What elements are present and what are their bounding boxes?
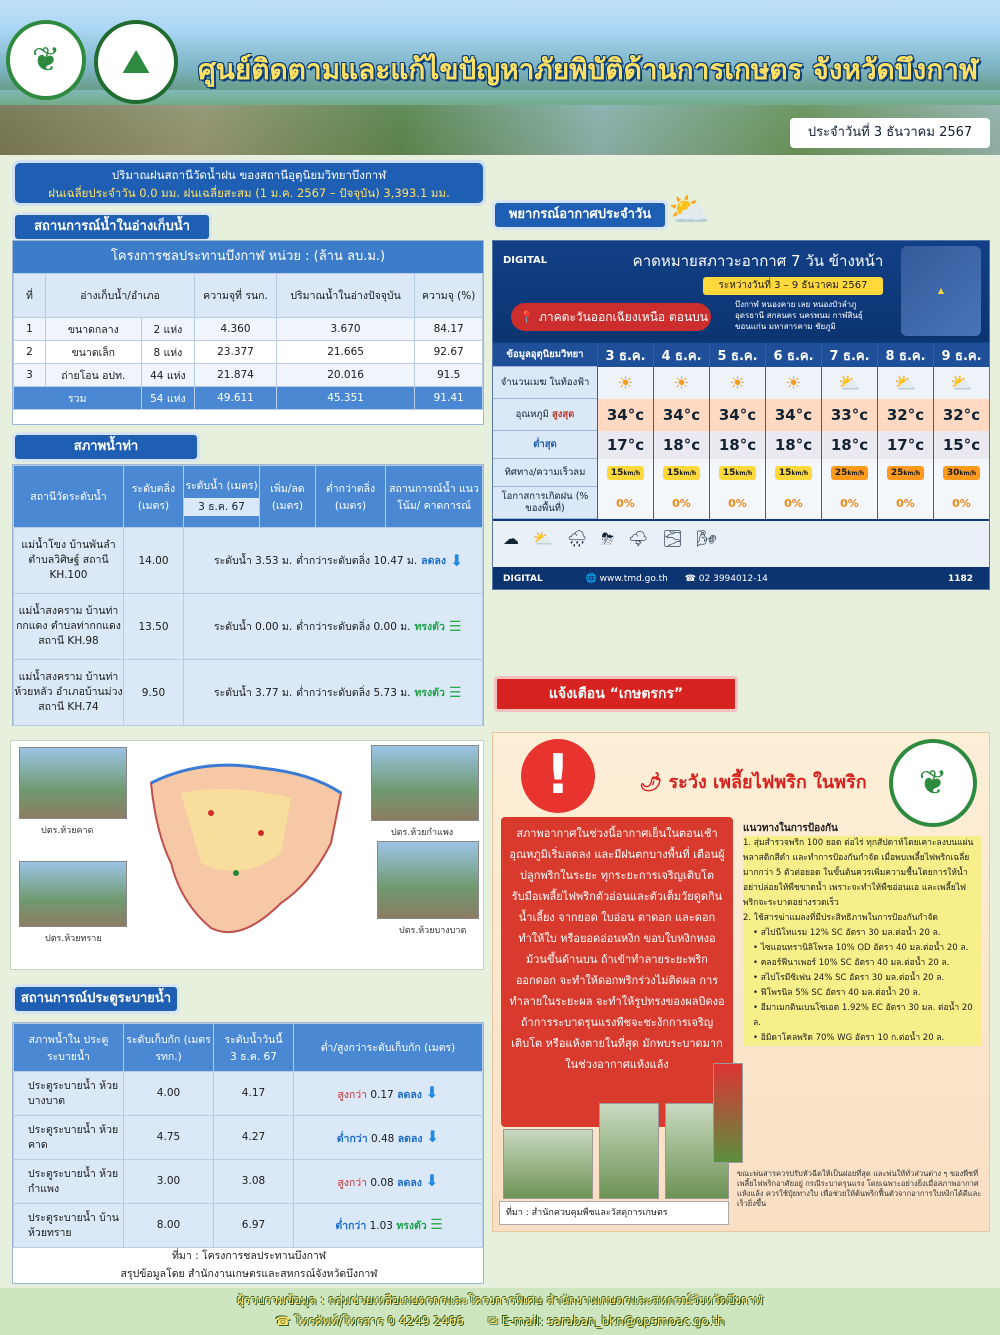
cell: 54 แห่ง (141, 387, 195, 410)
reservoir-caption: โครงการชลประทานบึงกาฬ หน่วย : (ล้าน ลบ.ม.) (13, 241, 483, 273)
footer-credit: ผู้รวบรวมข้อมูล : กลุ่มช่วยเหลือเกษตรกรและโครงการพิเศษ สำนักงานเกษตรและสหกรณ์จังหวัดบึงกาฬ (236, 1293, 764, 1307)
river-table (12, 464, 484, 726)
table-row (14, 1072, 483, 1116)
tmax-value: 32°c (933, 399, 989, 431)
guide-item: 1. สุ่มสำรวจพริก 100 ยอด ต่อไร่ ทุกสัปดาห์โดยเคาะลงบนแผ่นพลาสติกสีดำ และทำการป้องกันกำจัด เมื่อพบเพลี้ยไฟพริกเฉลี่ยมากกว่า 5 ตัวต่อยอด ในขั้นต้นควรเพิ่มความชื้นโดยการให้น้ำ อย่าปล่อยให้พืชขาดน้ำ เพราะจะทำให้พืชอ่อนแอ และเพลี้ยไฟพริกจะระบาดอย่างรวดเร็ว (743, 836, 981, 911)
table-row (14, 341, 483, 364)
tmin-label: ต่ำสุด (533, 438, 557, 450)
map-label: ปตร.ห้วยบางบาต (399, 926, 467, 936)
guide-item: • สไปโรมีซิเฟน 24% SC อัตรา 30 มล.ต่อน้ำ 20 ล. (743, 971, 981, 986)
guide-item: • อีมาเมกตินเบนโซเอต 1.92% EC อัตรา 30 มล. ต่อน้ำ 20 ล. (743, 1001, 981, 1031)
wind-speed-unit: km/h (735, 470, 753, 477)
diff-label: สูงกว่า (337, 1176, 368, 1189)
col-header: อ่างเก็บน้ำ/อำเภอ (46, 274, 195, 318)
stable-icon: ☰ (448, 618, 460, 635)
rain-chance: 0% (877, 487, 933, 519)
guide-item: 2. ใช้สารฆ่าแมลงที่มีประสิทธิภาพในการป้องกันกำจัด (743, 911, 981, 926)
trend-label: ลดลง (397, 1132, 423, 1145)
phone-icon: ☎ (275, 1314, 291, 1328)
level-diff (294, 1116, 483, 1160)
stable-icon: ☰ (448, 684, 460, 701)
row-label: โอกาสการเกิดฝน (% ของพื้นที่) (493, 487, 597, 519)
guide-item: • คลอร์ฟีนาเพอร์ 10% SC อัตรา 40 มล.ต่อน้ำ 20 ล. (743, 956, 981, 971)
tmd-website: www.tmd.go.th (599, 574, 668, 584)
table-row (14, 364, 483, 387)
footer-phone: โทรศัพท์/โทรสาร 0 4249 2466 (294, 1314, 464, 1328)
col-header: สภาพน้ำใน ประตูระบายน้ำ (14, 1024, 124, 1072)
sun-cloud-icon: ⛅ (668, 190, 711, 230)
today-level: 6.97 (214, 1204, 294, 1248)
trend-label: ทรงตัว (414, 621, 445, 633)
sluice-name: ประตูระบายน้ำ ห้วยคาด (14, 1116, 124, 1160)
partly-cloudy-icon: ⛅ (821, 367, 877, 399)
cell: ขนาดกลาง (46, 318, 142, 341)
row-label: ทิศทาง/ความเร็วลม (493, 459, 597, 487)
diff-value: 0.08 (370, 1176, 394, 1189)
forecast-region (511, 303, 711, 331)
wind-speed-badge (831, 466, 868, 480)
wind-cell (709, 459, 765, 487)
below-bank: ต่ำกว่าระดับตลิ่ง 5.73 ม. (296, 687, 411, 699)
table-row (14, 1160, 483, 1204)
alert-body: สภาพอากาศในช่วงนี้อากาศเย็นในตอนเช้า อุณหภูมิเริ่มลดลง และมีฝนตกบางพื้นที่ เตือนผู้ปลูกพริกในระยะ ทุกระยะการเจริญเติบโต รับมือเพลี้ยไฟพริกตัวอ่อนและตัวเต็มวัยดูดกินน้ำเลี้ยง จากยอด ใบอ่อน ตาดอก และดอก ทำให้ใบ หรือยอดอ่อนหงิก ขอบใบหงิกหงอ ม้วนขึ้นด้านบน ถ้าเข้าทำลายระยะพริกออกดอก จะทำให้ดอกพริกร่วงไม่ติดผล การทำลายในระยะผล จะทำให้รูปทรงของผลบิดงอ ถ้าการระบาดรุนแรงพืชจะชะงักการเจริญเติบโต หรือแห้งตายในที่สุด มักพบระบาดมากในช่วงอากาศแห้งแล้ง (501, 817, 733, 1127)
wind-speed-badge (663, 466, 700, 480)
wind-speed-badge (943, 466, 980, 480)
col-header: สถานการณ์น้ำ แนวโน้ม/ คาดการณ์ (386, 466, 483, 528)
report-date: ประจำวันที่ 3 ธันวาคม 2567 (790, 118, 990, 148)
wind-speed-value: 15 (722, 468, 736, 478)
day-header: 6 ธ.ค. (765, 343, 821, 367)
sluice-photo (19, 861, 127, 927)
sluice-photo (371, 745, 479, 821)
diff-value: 0.48 (370, 1132, 395, 1145)
cell: 8 แห่ง (141, 341, 195, 364)
weather-legend (493, 521, 990, 567)
phone-icon: ☎ (684, 574, 696, 584)
ministry-seal-icon: ❦ (889, 739, 977, 827)
diff-label: ต่ำกว่า (336, 1132, 368, 1145)
arrow-down-icon: ⬇ (425, 1126, 440, 1146)
chili-illustration (713, 1063, 743, 1163)
col-header: เพิ่ม/ลด (เมตร) (260, 466, 316, 528)
sun-icon: ☀ (653, 367, 709, 399)
tmin-value: 18°c (765, 431, 821, 459)
cell: 92.67 (415, 341, 483, 364)
rain-chance: 0% (597, 487, 653, 519)
forecast-section-tab: พยากรณ์อากาศประจำวัน (492, 200, 668, 230)
tmd-logo: DIGITAL (503, 255, 548, 266)
trend-label: ลดลง (397, 1176, 422, 1189)
row-label: ข้อมูลอุตุนิยมวิทยา (493, 343, 597, 367)
col-header: ระดับเก็บกัก (เมตร รทก.) (124, 1024, 214, 1072)
guide-item: • สไปนีโทแรม 12% SC อัตรา 30 มล.ต่อน้ำ 20 ล. (743, 926, 981, 941)
sun-icon: ☀ (709, 367, 765, 399)
tmin-value: 15°c (933, 431, 989, 459)
wind-speed-badge (719, 466, 756, 480)
col-header: ต่ำ/สูงกว่าระดับเก็บกัก (เมตร) (294, 1024, 483, 1072)
tmax-value: 34°c (765, 399, 821, 431)
trend-label: ทรงตัว (414, 687, 445, 699)
bank-level: 13.50 (124, 594, 184, 660)
table-row (14, 660, 483, 726)
cell: 91.5 (415, 364, 483, 387)
water-level: ระดับน้ำ 3.53 ม. (214, 555, 293, 567)
tmax-value: 33°c (821, 399, 877, 431)
irrigation-map (10, 740, 484, 970)
wind-speed-value: 15 (610, 468, 624, 478)
map-label: ปตร.ห้วยกำแพง (391, 828, 454, 838)
diff-label: สูงกว่า (337, 1088, 368, 1101)
rain-chance: 0% (821, 487, 877, 519)
col-header: ต่ำกว่าตลิ่ง (เมตร) (316, 466, 386, 528)
date-subheader: 3 ธ.ค. 67 (230, 1050, 277, 1063)
stable-icon: ☰ (430, 1216, 441, 1233)
day-header: 8 ธ.ค. (877, 343, 933, 367)
wind-cell (597, 459, 653, 487)
below-bank: ต่ำกว่าระดับตลิ่ง 10.47 ม. (296, 555, 418, 567)
storage-level: 4.00 (124, 1072, 214, 1116)
today-level: 4.17 (214, 1072, 294, 1116)
partly-cloudy-icon: ⛅ (877, 367, 933, 399)
wind-speed-value: 25 (834, 468, 848, 478)
tmax-value: 32°c (877, 399, 933, 431)
email-icon: ✉ (487, 1314, 498, 1328)
cell: 4.360 (195, 318, 277, 341)
map-label: ปตร.ห้วยคาด (41, 826, 94, 836)
alert-title (623, 767, 883, 796)
sun-icon: ☀ (597, 367, 653, 399)
level-status (184, 660, 483, 726)
today-level: 3.08 (214, 1160, 294, 1204)
wind-speed-unit: km/h (791, 470, 809, 477)
tmd-hotline: 1182 (947, 574, 973, 584)
wind-speed-unit: km/h (903, 470, 921, 477)
rain-row (493, 487, 990, 519)
tmin-value: 18°c (821, 431, 877, 459)
wind-speed-badge (775, 466, 812, 480)
rainfall-summary (12, 160, 486, 206)
storage-level: 4.75 (124, 1116, 214, 1160)
table-row (14, 1116, 483, 1160)
col-header: ระดับตลิ่ง (เมตร) (124, 466, 184, 528)
station-name: แม่น้ำโขง บ้านพันลำ ตำบลวิศิษฐ์ สถานี KH.100 (14, 528, 124, 594)
station-name: แม่น้ำสงคราม บ้านท่ากกแดง ตำบลท่ากกแดง สถานี KH.98 (14, 594, 124, 660)
tmd-footer-logo: DIGITAL (503, 574, 543, 584)
alert-note: ขณะพ่นสารควรปรับหัวฉีดให้เป็นฝอยที่สุด และพ่นให้ทั่วส่วนต่าง ๆ ของพืชที่เพลี้ยไฟพริกอาศัยอยู่ กรณีระบาดรุนแรง โดยเฉพาะอย่างยิ่งเมื่อสภาพอากาศแห้งแล้ง ควรใช้ปุ๋ยทางใบ เพื่อช่วยให้ต้นพริกฟื้นตัวจากอาการใบหงิกได้ดีและเร็วยิ่งขึ้น (737, 1169, 982, 1208)
wind-speed-unit: km/h (679, 470, 697, 477)
partly-cloudy-icon: ⛅ (933, 367, 989, 399)
cell: ขนาดเล็ก (46, 341, 142, 364)
rain-icon: 🌧 (566, 529, 588, 548)
rainfall-line2: ฝนเฉลี่ยประจำวัน 0.0 มม. ฝนเฉลี่ยสะสม (1 ม.ค. 2567 – ปัจจุบัน) 3,393.1 มม. (48, 186, 450, 200)
cell: 2 (14, 341, 46, 364)
water-level: ระดับน้ำ 0.00 ม. (214, 621, 293, 633)
level-status (184, 528, 483, 594)
source-note: สรุปข้อมูลโดย สำนักงานเกษตรและสหกรณ์จังหวัดบึงกาฬ (120, 1268, 378, 1280)
tmd-phone: 02 3994012-14 (698, 574, 768, 584)
location-pin-icon: 📍 (519, 310, 534, 324)
col-header: ความจุที่ รนก. (195, 274, 277, 318)
col-header (184, 466, 260, 528)
diff-label: ต่ำกว่า (335, 1219, 367, 1232)
tmin-value: 18°c (709, 431, 765, 459)
arrow-down-icon: ⬇ (450, 551, 464, 570)
cell: 20.016 (276, 364, 414, 387)
forecast-grid (493, 343, 990, 519)
guide-item: • ไซแอนทรานิลิโพรล 10% OD อัตรา 40 มล.ต่อน้ำ 20 ล. (743, 941, 981, 956)
ministry-seal-icon: ❦ (6, 20, 86, 100)
below-bank: ต่ำกว่าระดับตลิ่ง 0.00 ม. (296, 621, 411, 633)
cell: 44 แห่ง (141, 364, 195, 387)
arrow-down-icon: ⬇ (425, 1170, 439, 1190)
bank-level: 14.00 (124, 528, 184, 594)
row-label (493, 399, 597, 431)
tmin-value: 17°c (597, 431, 653, 459)
cell: 21.665 (276, 341, 414, 364)
wind-speed-badge (887, 466, 924, 480)
warning-icon: ! (521, 739, 595, 813)
alert-section-tab: แจ้งเตือน “เกษตรกร” (494, 676, 738, 712)
wind-speed-badge (607, 466, 644, 480)
chili-icon: 🌶 (639, 772, 663, 793)
arrow-down-icon: ⬇ (425, 1082, 439, 1102)
tmax-value: 34°c (709, 399, 765, 431)
level-diff (294, 1072, 483, 1116)
thrips-photo (599, 1103, 659, 1199)
guide-item: • ฟิโพรนิล 5% SC อัตรา 40 มล.ต่อน้ำ 20 ล. (743, 986, 981, 1001)
cloud-icon: ☁ (503, 529, 519, 548)
thunder-icon: 🌩 (628, 529, 649, 548)
sluice-photo (377, 841, 479, 919)
trend-label: ทรงตัว (396, 1219, 427, 1232)
forecast-footer (493, 567, 990, 590)
province-map-icon (141, 753, 351, 953)
thailand-map-icon: ▲ (901, 246, 981, 336)
day-header: 4 ธ.ค. (653, 343, 709, 367)
rainfall-line1: ปริมาณฝนสถานีวัดน้ำฝน ของสถานีอุตุนิยมวิทยาบึงกาฬ (111, 168, 387, 182)
cell: 3.670 (276, 318, 414, 341)
col-header: ปริมาณน้ำในอ่างปัจจุบัน (276, 274, 414, 318)
farmer-alert-panel (492, 732, 990, 1232)
reservoir-table (12, 240, 484, 425)
sluice-name: ประตูระบายน้ำ ห้วยกำแพง (14, 1160, 124, 1204)
tmin-value: 18°c (653, 431, 709, 459)
wind-speed-value: 15 (666, 468, 680, 478)
wind-speed-unit: km/h (623, 470, 641, 477)
diff-value: 1.03 (369, 1219, 393, 1232)
level-diff (294, 1160, 483, 1204)
storage-level: 3.00 (124, 1160, 214, 1204)
rain-chance: 0% (653, 487, 709, 519)
province-list: บึงกาฬ หนองคาย เลย หนองบัวลำภู อุดรธานี สกลนคร นครพนม กาฬสินธุ์ ขอนแก่น มหาสารคาม ชัยภูมิ (735, 300, 863, 331)
alert-title-text: ระวัง เพลี้ยไฟพริก ในพริก (668, 772, 867, 793)
table-row (14, 318, 483, 341)
col-header-text: ระดับน้ำ (เมตร) (185, 480, 258, 492)
sun-icon: ☀ (765, 367, 821, 399)
wind-cell (653, 459, 709, 487)
table-total-row (14, 387, 483, 410)
table-row (14, 528, 483, 594)
legend-icons (493, 521, 990, 557)
tmax-value: 34°c (597, 399, 653, 431)
weather-forecast-panel (492, 240, 990, 590)
footer-email: E-mail: saraban_bkn@opsmoac.go.th (501, 1314, 725, 1328)
rain-chance: 0% (765, 487, 821, 519)
river-section-tab: สภาพน้ำท่า (12, 432, 200, 462)
tmax-label: สูงสุด (551, 408, 575, 420)
cell: 23.377 (195, 341, 277, 364)
day-header: 9 ธ.ค. (933, 343, 989, 367)
wind-cell (933, 459, 989, 487)
guide-title: แนวทางในการป้องกัน (743, 823, 838, 834)
storm-icon: ⛈ (601, 529, 615, 548)
guide-item: • อิมิดาโคลพริด 70% WG อัตรา 10 ก.ต่อน้ำ 20 ล. (743, 1031, 981, 1046)
trend-label: ลดลง (397, 1088, 422, 1101)
page-footer (0, 1288, 1000, 1335)
cell: 21.874 (195, 364, 277, 387)
cell: 2 แห่ง (141, 318, 195, 341)
forecast-range: ระหว่างวันที่ 3 – 9 ธันวาคม 2567 (703, 277, 883, 295)
wind-speed-value: 30 (946, 468, 960, 478)
row-label (493, 431, 597, 459)
tmax-row (493, 399, 990, 431)
cell: 91.41 (415, 387, 483, 410)
wind-speed-value: 15 (778, 468, 792, 478)
wind-speed-value: 25 (890, 468, 904, 478)
region-label: ภาคตะวันออกเฉียงเหนือ ตอนบน (539, 310, 708, 324)
level-diff (294, 1204, 483, 1248)
wind-row (493, 459, 990, 487)
table-row (14, 1204, 483, 1248)
map-label: ปตร.ห้วยทราย (45, 934, 102, 944)
today-level: 4.27 (214, 1116, 294, 1160)
trend-label: ลดลง (421, 555, 446, 567)
cell: 84.17 (415, 318, 483, 341)
province-seal-icon: ⛰ (94, 20, 178, 104)
sluice-name: ประตูระบายน้ำ ห้วยบางบาต (14, 1072, 124, 1116)
wind-cell (877, 459, 933, 487)
fog-icon: 🌫 (662, 529, 683, 548)
page-header (0, 0, 1000, 155)
tmin-row (493, 431, 990, 459)
source-note: ที่มา : โครงการชลประทานบึงกาฬ (172, 1250, 326, 1262)
water-level: ระดับน้ำ 3.77 ม. (214, 687, 293, 699)
tmax-value: 34°c (653, 399, 709, 431)
wind-cell (821, 459, 877, 487)
rain-chance: 0% (933, 487, 989, 519)
cell: 49.611 (195, 387, 277, 410)
footer-contact (0, 1312, 1000, 1331)
cell: 3 (14, 364, 46, 387)
forecast-title: คาดหมายสภาวะอากาศ 7 วัน ข้างหน้า (632, 252, 884, 270)
forecast-header (493, 241, 990, 341)
date-subheader: 3 ธ.ค. 67 (184, 498, 259, 516)
temp-label: อุณหภูมิ (515, 408, 549, 420)
sluice-photo (19, 747, 127, 819)
sluice-section-tab: สถานการณ์ประตูระบายน้ำ (12, 984, 180, 1014)
globe-icon: 🌐 (585, 574, 597, 584)
col-header-text: ระดับน้ำวันนี้ (224, 1033, 283, 1046)
rain-chance: 0% (709, 487, 765, 519)
table-row (14, 594, 483, 660)
sky-row (493, 367, 990, 399)
col-header (214, 1024, 294, 1072)
days-row (493, 343, 990, 367)
cell: ถ่ายโอน อปท. (46, 364, 142, 387)
station-name: แม่น้ำสงคราม บ้านท่าห้วยหลัว อำเภอบ้านม่วง สถานี KH.74 (14, 660, 124, 726)
chili-plant-photo (503, 1129, 593, 1199)
diff-value: 0.17 (370, 1088, 394, 1101)
wind-speed-unit: km/h (959, 470, 977, 477)
alert-guidance (737, 817, 987, 1167)
partly-cloudy-icon: ⛅ (533, 529, 553, 548)
day-header: 5 ธ.ค. (709, 343, 765, 367)
row-label: จำนวนเมฆ ในท้องฟ้า (493, 367, 597, 399)
wind-speed-unit: km/h (847, 470, 865, 477)
col-header: ความจุ (%) (415, 274, 483, 318)
reservoir-section-tab: สถานการณ์น้ำในอ่างเก็บน้ำ (12, 212, 212, 242)
col-header: สถานีวัดระดับน้ำ (14, 466, 124, 528)
level-status (184, 594, 483, 660)
cell: 1 (14, 318, 46, 341)
sluice-table (12, 1022, 484, 1284)
page-title: ศูนย์ติดตามและแก้ไขปัญหาภัยพิบัติด้านการเกษตร จังหวัดบึงกาฬ (197, 53, 979, 86)
day-header: 7 ธ.ค. (821, 343, 877, 367)
sluice-name: ประตูระบายน้ำ บ้านห้วยทราย (14, 1204, 124, 1248)
day-header: 3 ธ.ค. (597, 343, 653, 367)
cell: รวม (14, 387, 142, 410)
storage-level: 8.00 (124, 1204, 214, 1248)
tmin-value: 17°c (877, 431, 933, 459)
cell: 45.351 (276, 387, 414, 410)
wind-cell (765, 459, 821, 487)
col-header: ที่ (14, 274, 46, 318)
wind-icon: 🌬 (696, 529, 717, 548)
bank-level: 9.50 (124, 660, 184, 726)
alert-source: ที่มา : สำนักควบคุมพืชและวัสดุการเกษตร (499, 1201, 729, 1225)
